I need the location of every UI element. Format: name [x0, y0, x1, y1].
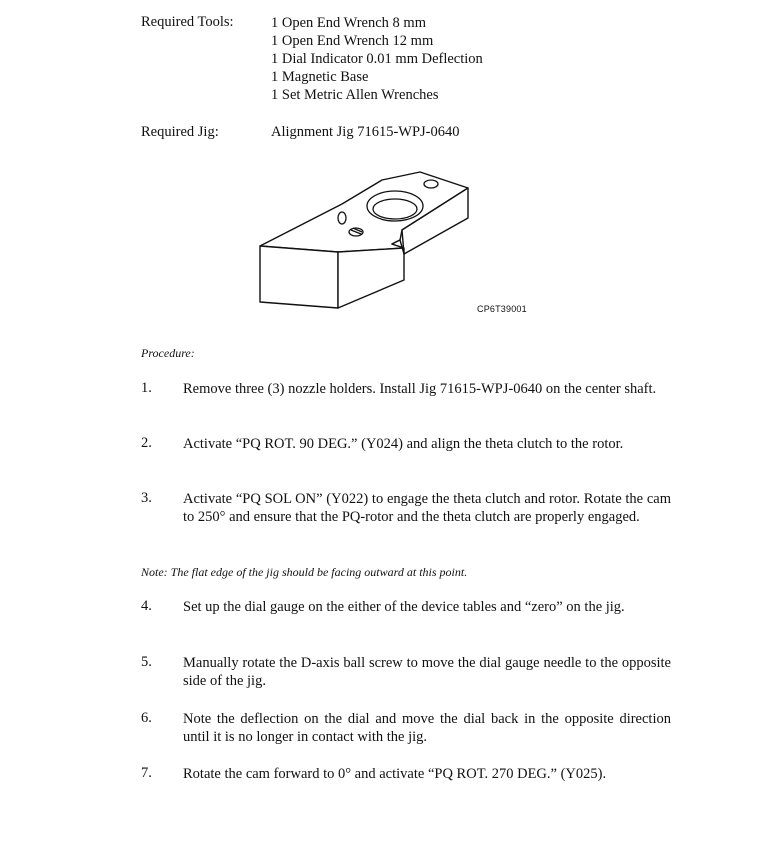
- step-number: 6.: [141, 710, 152, 726]
- step-number: 7.: [141, 765, 152, 781]
- tool-item: 1 Set Metric Allen Wrenches: [271, 87, 439, 103]
- required-tools-label: Required Tools:: [141, 14, 234, 30]
- step-text: Activate “PQ ROT. 90 DEG.” (Y024) and align the theta clutch to the rotor.: [183, 436, 624, 452]
- figure-code: CP6T39001: [477, 304, 527, 314]
- tool-item: 1 Open End Wrench 8 mm: [271, 15, 426, 31]
- step-text: Activate “PQ SOL ON” (Y022) to engage the theta clutch and rotor. Rotate the cam to 250° and ensure that the PQ-rotor and the theta clutch are properly engaged.: [183, 491, 671, 525]
- step-number: 4.: [141, 598, 152, 614]
- step-number: 1.: [141, 380, 152, 396]
- tool-item: 1 Open End Wrench 12 mm: [271, 33, 434, 49]
- step-number: 5.: [141, 654, 152, 670]
- step-text: Set up the dial gauge on the either of the device tables and “zero” on the jig.: [183, 599, 625, 615]
- tools-list: [271, 14, 483, 104]
- tool-item: 1 Dial Indicator 0.01 mm Deflection: [271, 51, 483, 67]
- required-jig-value: Alignment Jig 71615-WPJ-0640: [271, 124, 460, 140]
- required-jig-label: Required Jig:: [141, 124, 219, 140]
- step-number: 2.: [141, 435, 152, 451]
- alignment-jig-illustration: [250, 160, 550, 320]
- step-number: 3.: [141, 490, 152, 506]
- step-text: Note the deflection on the dial and move the dial back in the opposite direction until it is no longer in contact with the jig.: [183, 711, 671, 745]
- tool-item: 1 Magnetic Base: [271, 69, 369, 85]
- procedure-note: Note: The flat edge of the jig should be facing outward at this point.: [141, 565, 468, 579]
- procedure-heading: Procedure:: [141, 346, 195, 360]
- step-text: Manually rotate the D-axis ball screw to move the dial gauge needle to the opposite side of the jig.: [183, 655, 671, 689]
- step-text: Remove three (3) nozzle holders. Install Jig 71615-WPJ-0640 on the center shaft.: [183, 381, 657, 397]
- step-text: Rotate the cam forward to 0° and activate “PQ ROT. 270 DEG.” (Y025).: [183, 766, 607, 782]
